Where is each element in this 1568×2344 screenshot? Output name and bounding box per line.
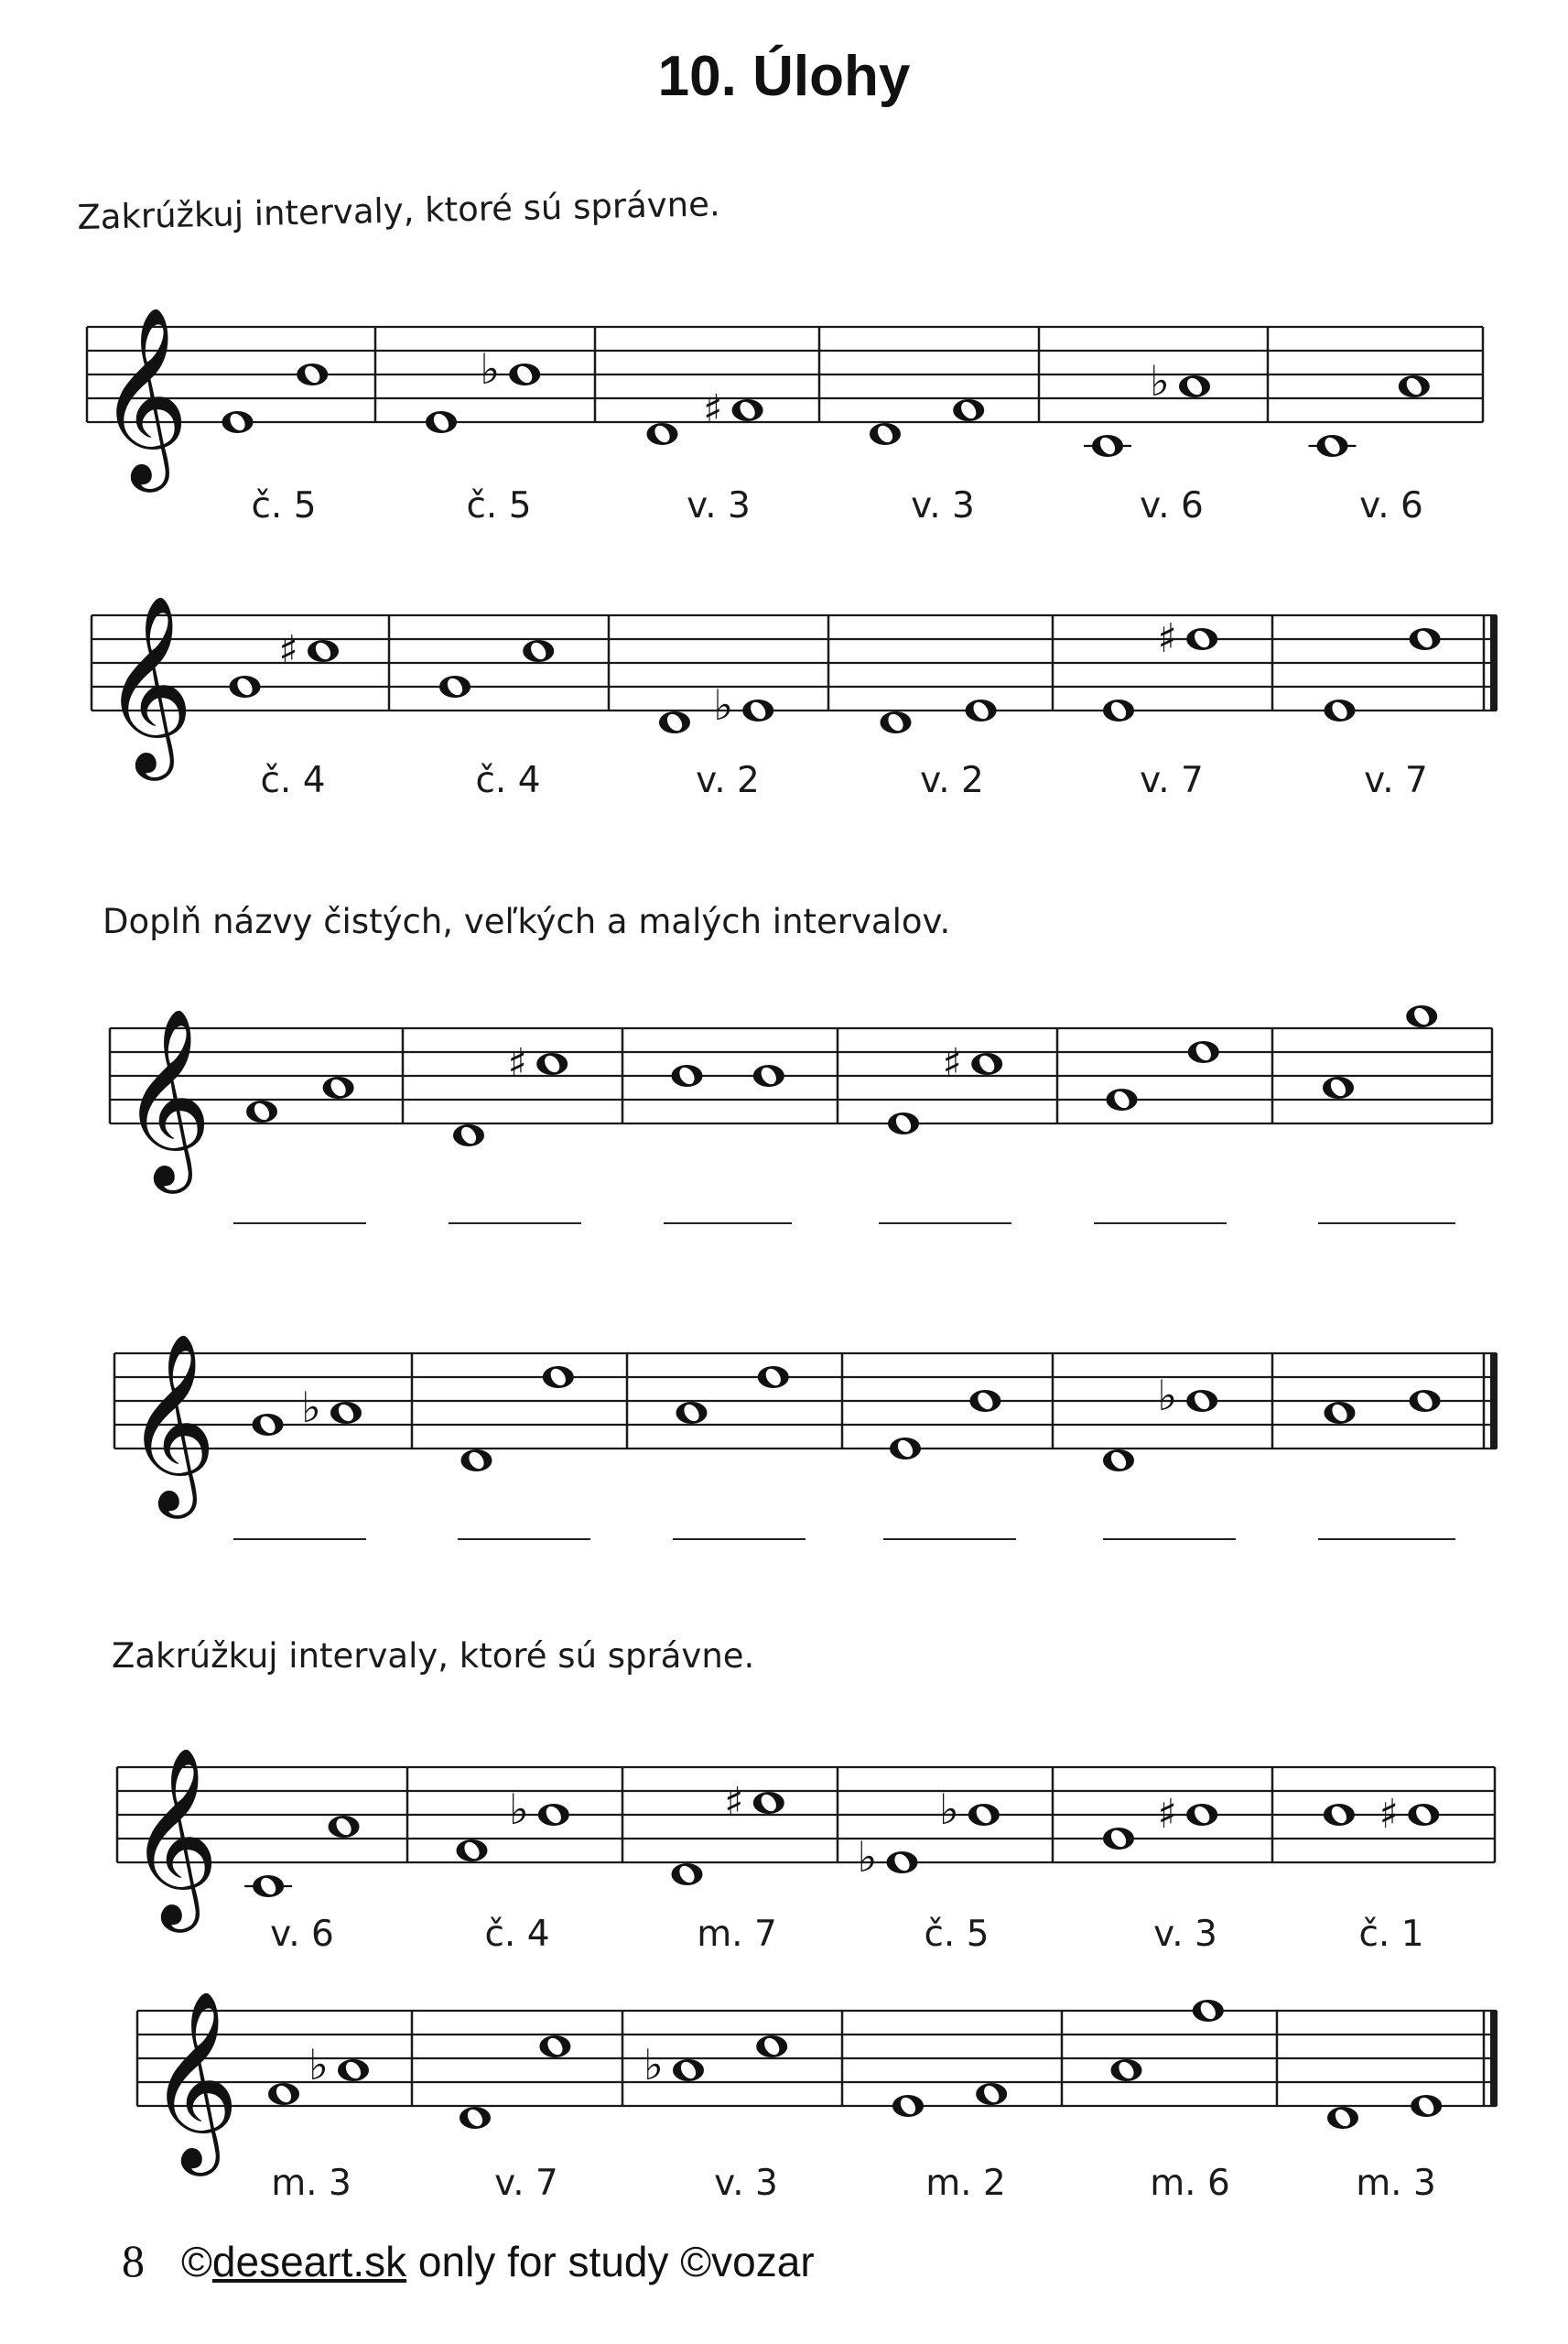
whole-note-icon: [758, 1366, 789, 1388]
page-number: 8: [122, 2235, 145, 2286]
sharp-icon: ♯: [942, 1040, 962, 1087]
whole-note-icon: [453, 1124, 484, 1146]
whole-note-icon: [647, 423, 678, 445]
answer-blank[interactable]: [1103, 1538, 1236, 1540]
whole-note-icon: [1323, 1077, 1354, 1099]
answer-blank[interactable]: [879, 1222, 1011, 1224]
interval-label[interactable]: č. 5: [924, 1914, 989, 1955]
flat-icon: ♭: [480, 344, 501, 394]
whole-note-icon: [953, 399, 984, 421]
whole-note-icon: [672, 1863, 703, 1885]
whole-note-icon: [308, 640, 339, 662]
interval-label[interactable]: č. 1: [1358, 1914, 1424, 1955]
whole-note-icon: [673, 2059, 704, 2081]
whole-note-icon: [222, 411, 254, 433]
page-title: 10. Úlohy: [657, 45, 911, 108]
treble-clef-icon: 𝄞: [125, 1331, 217, 1511]
sharp-icon: ♯: [1157, 615, 1177, 662]
answer-blank[interactable]: [1318, 1222, 1455, 1224]
interval-label[interactable]: v. 3: [911, 485, 975, 526]
sharp-icon: ♯: [278, 627, 298, 674]
interval-label[interactable]: v. 7: [1364, 760, 1428, 801]
interval-label[interactable]: v. 6: [1140, 485, 1204, 526]
treble-clef-icon: 𝄞: [121, 1006, 212, 1186]
whole-note-icon: [1103, 1449, 1134, 1471]
whole-note-icon: [881, 711, 912, 733]
whole-note-icon: [1186, 1804, 1217, 1826]
whole-note-icon: [1111, 2059, 1142, 2081]
whole-note-icon: [297, 364, 328, 385]
footer: [122, 2234, 815, 2287]
whole-note-icon: [888, 1112, 919, 1134]
final-bar-thick: [1490, 2011, 1498, 2106]
interval-label[interactable]: v. 7: [494, 2163, 558, 2204]
whole-note-icon: [338, 2059, 369, 2081]
answer-blank[interactable]: [458, 1538, 590, 1540]
whole-note-icon: [971, 1053, 1002, 1075]
flat-icon: ♭: [1157, 1371, 1178, 1420]
whole-note-icon: [890, 1438, 921, 1460]
interval-label[interactable]: č. 5: [251, 485, 317, 526]
whole-note-icon: [457, 1839, 488, 1861]
whole-note-icon: [1107, 1089, 1138, 1111]
whole-note-icon: [1186, 628, 1217, 650]
treble-clef-icon: 𝄞: [103, 593, 194, 773]
deseart-link[interactable]: deseart.sk: [211, 2238, 407, 2285]
whole-note-icon: [753, 1065, 784, 1087]
answer-blank[interactable]: [233, 1222, 366, 1224]
sharp-icon: ♯: [507, 1040, 527, 1087]
interval-label[interactable]: v. 6: [1359, 485, 1423, 526]
interval-label[interactable]: v. 2: [920, 760, 984, 801]
whole-note-icon: [1408, 1804, 1439, 1826]
flat-icon: ♭: [308, 2040, 329, 2089]
whole-note-icon: [1193, 2000, 1224, 2022]
whole-note-icon: [523, 640, 554, 662]
interval-label[interactable]: v. 6: [270, 1914, 334, 1955]
sharp-icon: ♯: [1379, 1791, 1399, 1838]
whole-note-icon: [742, 700, 773, 722]
interval-label[interactable]: v. 3: [714, 2163, 778, 2204]
whole-note-icon: [253, 1414, 284, 1436]
treble-clef-icon: 𝄞: [148, 1989, 240, 2168]
interval-label[interactable]: m. 7: [697, 1914, 777, 1955]
whole-note-icon: [676, 1402, 708, 1424]
whole-note-icon: [329, 1816, 360, 1838]
flat-icon: ♭: [643, 2040, 664, 2089]
whole-note-icon: [330, 1402, 362, 1424]
whole-note-icon: [870, 423, 901, 445]
interval-label[interactable]: č. 4: [484, 1914, 550, 1955]
whole-note-icon: [246, 1101, 277, 1123]
whole-note-icon: [543, 1366, 574, 1388]
whole-note-icon: [1406, 1005, 1437, 1027]
whole-note-icon: [732, 399, 763, 421]
whole-note-icon: [1103, 700, 1134, 722]
whole-note-icon: [536, 1053, 568, 1075]
interval-label[interactable]: v. 2: [696, 760, 760, 801]
interval-label[interactable]: č. 4: [475, 760, 541, 801]
sharp-icon: ♯: [702, 386, 723, 433]
interval-label[interactable]: m. 3: [1356, 2163, 1436, 2204]
whole-note-icon: [268, 2083, 299, 2105]
final-bar-thick: [1490, 615, 1498, 711]
whole-note-icon: [1411, 2095, 1442, 2117]
whole-note-icon: [1399, 375, 1430, 397]
whole-note-icon: [1188, 1041, 1219, 1063]
whole-note-icon: [1410, 1390, 1441, 1412]
whole-note-icon: [323, 1077, 354, 1099]
whole-note-icon: [460, 2107, 491, 2129]
interval-label[interactable]: č. 4: [260, 760, 326, 801]
whole-note-icon: [1325, 700, 1356, 722]
instruction-2: Doplň názvy čistých, veľkých a malých intervalov.: [103, 902, 951, 941]
interval-label[interactable]: v. 3: [687, 485, 751, 526]
whole-note-icon: [230, 676, 261, 698]
whole-note-icon: [672, 1065, 703, 1087]
whole-note-icon: [892, 2095, 924, 2117]
whole-note-icon: [1186, 1390, 1217, 1412]
whole-note-icon: [1092, 435, 1123, 457]
interval-label[interactable]: v. 7: [1140, 760, 1204, 801]
whole-note-icon: [509, 364, 540, 385]
interval-label[interactable]: č. 5: [466, 485, 532, 526]
whole-note-icon: [539, 2035, 570, 2057]
whole-note-icon: [461, 1449, 492, 1471]
flat-icon: ♭: [713, 680, 734, 730]
answer-blank[interactable]: [1094, 1222, 1227, 1224]
whole-note-icon: [969, 1390, 1000, 1412]
copyright-symbol: ©: [181, 2238, 212, 2285]
whole-note-icon: [426, 411, 457, 433]
whole-note-icon: [966, 700, 997, 722]
whole-note-icon: [439, 676, 470, 698]
whole-note-icon: [659, 711, 690, 733]
flat-icon: ♭: [301, 1383, 321, 1432]
answer-blank[interactable]: [449, 1222, 581, 1224]
interval-label[interactable]: v. 3: [1153, 1914, 1217, 1955]
whole-note-icon: [1179, 375, 1210, 397]
interval-label[interactable]: m. 6: [1150, 2163, 1230, 2204]
answer-blank[interactable]: [1318, 1538, 1455, 1540]
whole-note-icon: [968, 1804, 1000, 1826]
whole-note-icon: [976, 2083, 1007, 2105]
whole-note-icon: [1103, 1828, 1134, 1850]
whole-note-icon: [753, 1792, 784, 1814]
final-bar-thick: [1490, 1353, 1498, 1449]
answer-blank[interactable]: [883, 1538, 1016, 1540]
interval-label[interactable]: m. 2: [925, 2163, 1006, 2204]
whole-note-icon: [1317, 435, 1348, 457]
instruction-1: Zakrúžkuj intervaly, ktoré sú správne.: [77, 184, 721, 237]
whole-note-icon: [1410, 628, 1441, 650]
treble-clef-icon: 𝄞: [98, 305, 189, 484]
answer-blank[interactable]: [673, 1538, 806, 1540]
whole-note-icon: [1324, 1804, 1355, 1826]
whole-note-icon: [756, 2035, 787, 2057]
whole-note-icon: [1327, 2107, 1358, 2129]
sharp-icon: ♯: [724, 1779, 744, 1826]
answer-blank[interactable]: [664, 1222, 792, 1224]
sharp-icon: ♯: [1157, 1791, 1177, 1838]
flat-icon: ♭: [1150, 356, 1170, 406]
flat-icon: ♭: [938, 1785, 959, 1834]
whole-note-icon: [1325, 1402, 1356, 1424]
flat-icon: ♭: [857, 1832, 878, 1882]
treble-clef-icon: 𝄞: [128, 1745, 220, 1925]
whole-note-icon: [253, 1875, 284, 1897]
flat-icon: ♭: [508, 1785, 529, 1834]
whole-note-icon: [538, 1804, 569, 1826]
footer-text: only for study ©vozar: [406, 2238, 815, 2285]
whole-note-icon: [887, 1851, 918, 1873]
interval-label[interactable]: m. 3: [271, 2163, 351, 2204]
answer-blank[interactable]: [233, 1538, 366, 1540]
instruction-3: Zakrúžkuj intervaly, ktoré sú správne.: [112, 1636, 755, 1676]
